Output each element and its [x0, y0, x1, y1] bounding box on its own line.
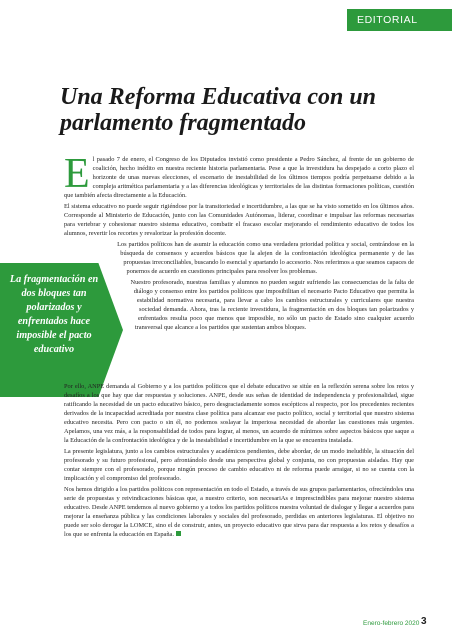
- article-title: Una Reforma Educativa con un parlamento fragmentado: [60, 84, 377, 136]
- paragraph-3: Los partidos políticos han de asumir la educación como una verdadera prioridad política y social, centrándose en la búsqueda de consensos y acuerdos básicos que la alejen de la confrontación ideológica permanente y de las propuestas irreconciliables, buscando lo esencial y apartando lo accesorio. Nos referimos a que seamos capaces de ponernos de acuerdo en cuestiones principales para resolver los problemas.: [117, 241, 414, 275]
- issue-date: Enero-febrero 2020: [363, 620, 420, 627]
- paragraph-4: Nuestro profesorado, nuestras familias y alumnos no pueden seguir sufriendo las consecuencias de la falta de diálogo y consenso entre los partidos políticos que imposibilitan el necesario Pacto Educativo que permita la estabilidad normativa necesaria, para llevar a cabo los cambios estructurales y curriculares que nuestra sociedad demanda. Ahora, tras la reciente investidura, la fragmentación en dos bloques tan polarizados y enfrentados resulta poco que menos que imposible, no sólo un pacto de Estado sino cualquier acuerdo transversal que alcance a los partidos que sustentan ambos bloques.: [130, 279, 414, 331]
- paragraph-7-text: Nos hemos dirigido a los partidos políticos con representación en todo el Estado, a través de sus grupos parlamentarios, ofreciéndoles una serie de propuestas y reivindicaciones básicas que, a nuestro criterio, son necesariAs e imprescindibles para mejorar nuestro sistema educativo. Desde ANPE tendemos al nuevo gobierno y a todos los partidos políticos nuestra voluntad de dialogar y llegar a acuerdos para mejorar la enseñanza pública y las condiciones laborales y sociales del profesorado, perdidas en anteriores legislaturas. El objetivo no puede ser solo derogar la LOMCE, sino el de construir, antes, un proyecto educativo que sirva para dar respuesta a los retos y desafíos a los que se enfrenta la educación en España.: [64, 486, 414, 538]
- end-mark-icon: [176, 531, 181, 536]
- paragraph-2: El sistema educativo no puede seguir rigiéndose por la transitoriedad e incertidumbre, a las que se ha visto sometido en los últimos años. Corresponde al Ministerio de Educación, junto con las Comunidades Autónomas, liderar, coordinar e impulsar las reformas necesarias para vertebrar y cohesionar nuestro sistema educativo, combatir el fracaso escolar mejorando el rendimiento educativo de todos los alumnos, revertir los recortes y revalorizar la profesión docente.: [64, 203, 414, 237]
- paragraph-1: [64, 151, 414, 201]
- drop-cap: E: [64, 151, 90, 197]
- paragraph-7: [64, 486, 414, 539]
- article-body: [64, 151, 414, 542]
- paragraph-1-text: l pasado 7 de enero, el Congreso de los Diputados invistió como presidente a Pedro Sánchez, al frente de un gobierno de coalición, hecho inédito en nuestra reciente historia parlamentaria. Pese a que la investidura ha despejado a corto plazo el horizonte de unas nuevas elecciones, el escenario de inestabilidad de los últimos tiempos podría perpetuarse debido a la compleja aritmética parlamentaria y a las diferencias ideológicas y territoriales de las distintas formaciones políticas, cuestión que también afecta directamente a la Educación.: [64, 156, 414, 199]
- section-tag: EDITORIAL: [347, 9, 452, 31]
- pullquote-text: La fragmentación en dos bloques tan polarizados y enfrentados hace imposible el pacto educativo: [9, 274, 99, 355]
- paragraph-6: La presente legislatura, junto a los cambios estructurales y académicos pendientes, debe abordar, de un modo ineludible, la situación del profesorado y su futuro profesional, pero afrontándolo desde una perspectiva global y conjunta, no con propuestas aisladas. Hay que contar siempre con el profesorado, porque ningún proceso de cambio educativo ni de reforma puede arraigar, si no se cuenta con la implicación y el compromiso del profesorado.: [64, 448, 414, 482]
- page-number: 3: [421, 616, 427, 627]
- paragraph-5: Por ello, ANPE demanda al Gobierno y a los partidos políticos que el debate educativo se sitúe en la reflexión serena sobre los retos y desafíos a los que hay que dar respuestas y soluciones. ANPE, desde sus señas de identidad de independencia y profesionalidad, sigue ratificando la necesidad de un pacto educativo básico, pero desgraciadamente somos escépticos al respecto, por los precedentes recientes derivados de la incapacidad acreditada por nuestra clase política para alcanzar ese pacto político, social y territorial que nuestro sistema educativo necesita. Pero con pacto o sin él, no podemos soslayar la imperiosa necesidad de abordar las cuestiones más urgentes. Apelamos, una vez más, a la responsabilidad de todos para lograr, al menos, un acuerdo de mínimos sobre aspectos básicos que saque a la Educación de la confrontación ideológica y de la inestabilidad e incertidumbre en la que se encuentra instalada.: [64, 383, 414, 444]
